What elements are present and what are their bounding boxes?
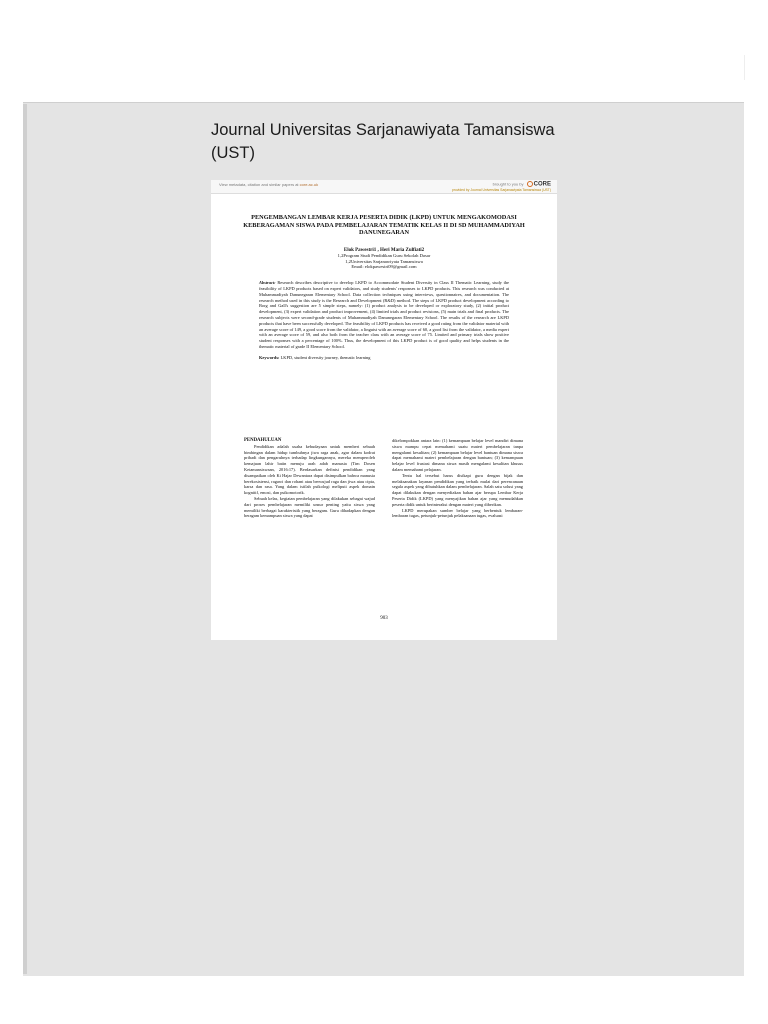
- right-paragraph-2: Tentu hal tersebut harus disikapi guru dengan bijak dan melaksanakan layanan pendidikan yang terbaik mulai dari perencanaan segala aspek yang dibutuhkan dalam pembelajaran. Salah satu solusi yang dapat dilakukan dengan menyediakan bahan ajar berupa Lembar Kerja Peserta Didik (LKPD) yang menyajikan bahan ajar yang memudahkan peserta didik untuk berinteraksi dengan materi yang diberikan.: [392, 472, 523, 507]
- core-metadata-text: [219, 182, 318, 187]
- core-logo-text: CORE: [533, 181, 551, 188]
- paper-affiliation: [211, 253, 557, 270]
- paper-authors: Elok Pawestri1 , Heri Maria Zulfiati2: [343, 247, 425, 253]
- section-heading: PENDAHULUAN: [244, 438, 282, 443]
- author-email: Email: elokpawestri09@gmail.com: [351, 264, 417, 270]
- core-ring-icon: [527, 181, 533, 187]
- body-columns: [244, 438, 527, 606]
- core-provided-by: provided by Journal Universitas Sarjanawiyata Tamansiswa (UST): [451, 188, 551, 192]
- viewer-scroll-edge: [23, 104, 27, 974]
- top-divider: [744, 55, 745, 80]
- core-brought-by-text: brought to you by: [492, 181, 524, 187]
- right-paragraph-3: LKPD merupakan sumber belajar yang berbentuk lembaran-lembaran tugas, petunjuk-petunjuk pelaksanaan tugas, evaluasi: [392, 507, 523, 519]
- affiliation-line-1: 1,2Program Studi Pendidikan Guru Sekolah Dasar: [337, 252, 431, 258]
- left-paragraph-1: Pendidikan adalah usaha kebudayaan untuk memberi sebuah bimbingan dalam hidup tumbuhnya jiwa raga anak, agar dalam kodrat pribadi dan pengaruhnya terhadap lingkungannya, mereka memperoleh kemajuan lahir batin menuju arah adab manusia (Tim Dosen Ketamansiswaan, 2016:17). Berdasarkan definisi pendidikan yang disampaikan oleh Ki Hajar Dewantara dapat disimpulkan bahwa manusia berekosistensi, ragawi dan rohani atau berwujud raga dan jiwa atau cipta, karsa dan rasa. Yang dalam istilah psikologi meliputi aspek domain kognitif, emosi, dan psikomotorik.: [244, 443, 375, 496]
- paper-title: PENGEMBANGAN LEMBAR KERJA PESERTA DIDIK (LKPD) UNTUK MENGAKOMODASI KEBERAGAMAN SISWA PADA PEMBELAJARAN TEMATIK KELAS II DI SD MUHAMMADIYAH DANUNEGARAN: [243, 214, 525, 237]
- left-column: [244, 438, 375, 519]
- abstract-label: Abstract:: [259, 280, 276, 286]
- paper-abstract: [259, 280, 509, 350]
- left-paragraph-2: Sebuah kelas, kegiatan pembelajaran yang dilakukan sebagai wajud dari proses pembelajaran memiliki unsur penting yaitu siswa yang memiliki berbagai karakteristik yang beragam. Guru dihadapkan dengan beragam kemampuan siswa yang dapat: [244, 495, 375, 519]
- keywords-label: Keywords:: [259, 354, 280, 360]
- affiliation-line-2: 1,2Universitas Sarjanawiyata Tamansiswa: [345, 258, 423, 264]
- core-metadata-prefix: View metadata, citation and similar papers at: [219, 182, 300, 187]
- right-paragraph-1: dikelompokkan antara lain: (1) kemampuan belajar level mandiri dimana siswa mampu cepat memahami suatu materi pembelajaran tanpa mengalami kesulitan; (2) kemampuan belajar level bantuan dimana siswa dapat memahami materi pembelajaran dengan bantuan; (3) kemampuan belajar level frustasi dimana siswa masih mengalami kesulitan khusus dalam memahami pelajaran.: [392, 438, 523, 472]
- document-title: Journal Universitas Sarjanawiyata Tamansiswa (UST): [211, 121, 555, 162]
- core-banner: [211, 180, 557, 194]
- core-link[interactable]: core.ac.uk: [299, 182, 319, 187]
- abstract-text: Research describes descriptive to develop LKPD to Accommodate Student Diversity in Class II Thematic Learning, study the feasibility of LKPD products based on expert validators, and study students' responses to LKPD products. This research was conducted at Muhammadiyah Danunegaran Elementary School. Data collection techniques using interviews, questionnaires, and documentation. The research method used in this study is the Research and Development (R&D) method. The steps of LKPD product development according to Borg and Gall's suggestion are 5 simple steps, namely: (1) product analysis to be developed or exploratory study, (2) initial product development, (3) expert validation and product improvement, (4) limited trials and product revisions, (5) main trials and final products. The research subjects were second-grade students of Muhammadiyah Danunegaran Elementary School. The results of the research are LKPD products that have been successfully developed. The feasibility of LKPD products has received a good rating from the validator material with an average score of 149, a good score from the validator, a linguist with an average score of 60, a good list from the validator, a media expert with an average score of 59, and also both from the teacher class with an average score of 75. Limited and primary trials show positive student responses with a percentage of 100%. Thus, the development of this LKPD product is of good quality and helps students in the thematic material of grade II Elementary School.: [259, 280, 509, 349]
- right-column: [392, 438, 523, 519]
- paper-keywords: [259, 355, 509, 361]
- core-brought-by: [493, 181, 551, 188]
- core-logo: [527, 181, 551, 188]
- keywords-text: LKPD, student diversity journey, thematic learning: [279, 354, 371, 360]
- document-page-preview[interactable]: [211, 180, 557, 640]
- page-number: 903: [380, 616, 388, 621]
